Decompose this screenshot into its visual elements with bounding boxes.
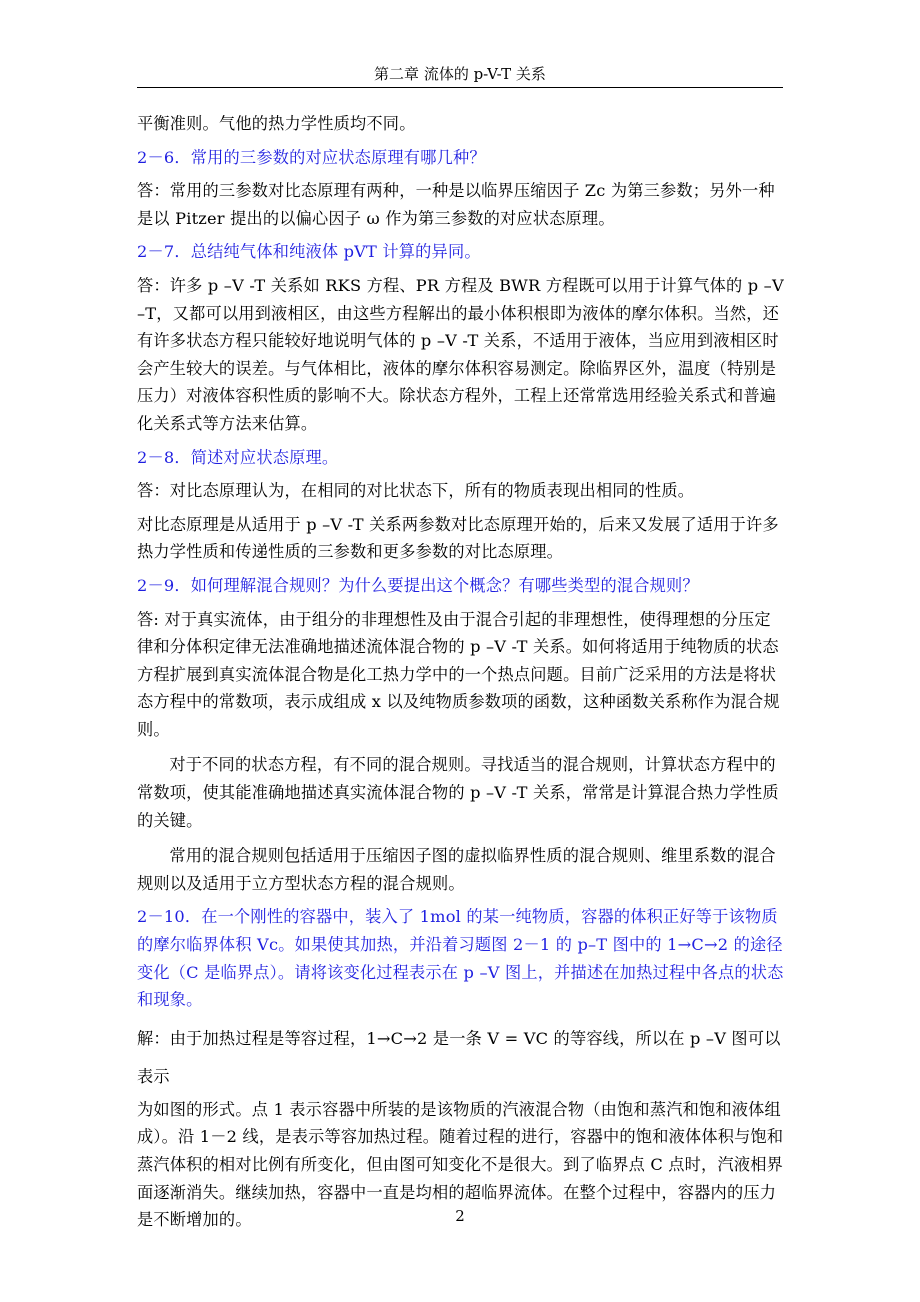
answer-2-9-paragraph-2: 对于不同的状态方程，有不同的混合规则。寻找适当的混合规则，计算状态方程中的常数项，使其能准确地描述真实流体混合物的 p –V -T 关系，常常是计算混合热力学性质的关键。 — [137, 755, 779, 830]
question-2-8: 2－8．简述对应状态原理。 — [137, 447, 339, 467]
page-number: 2 — [455, 1207, 465, 1225]
question-2-6: 2－6．常用的三参数的对应状态原理有哪几种？ — [137, 147, 486, 167]
answer-2-8: 答：对比态原理认为，在相同的对比状态下，所有的物质表现出相同的性质。 — [137, 481, 695, 501]
question-2-7: 2－7．总结纯气体和纯液体 pVT 计算的异同。 — [137, 242, 481, 262]
answer-text: 平衡准则。气他的热力学性质均不同。 — [137, 114, 416, 133]
question-2-10: 2－10．在一个刚性的容器中，装入了 1mol 的某一纯物质，容器的体积正好等于该物质的摩尔临界体积 Vc。如果使其加热，并沿着习题图 2－1 的 p–T 图中的 1→C→2 的途径变化（C 是临界点）。请将该变化过程表示在 p –V 图上，并描述在加热过程中各点的状态和现象。 — [137, 907, 784, 1010]
answer-2-9-paragraph-3: 常用的混合规则包括适用于压缩因子图的虚拟临界性质的混合规则、维里系数的混合规则以及适用于立方型状态方程的混合规则。 — [137, 846, 776, 893]
answer-2-9: 答: 对于真实流体，由于组分的非理想性及由于混合引起的非理想性，使得理想的分压定律和分体积定律无法准确地描述流体混合物的 p –V -T 关系。如何将适用于纯物质的状态方程扩展到真实流体混合物是化工热力学中的一个热点问题。目前广泛采用的方法是将状态方程中的常数项，表示成组成 x 以及纯物质参数项的函数，这种函数关系称作为混合规则。 — [137, 609, 780, 739]
header-title: 第二章 流体的 p-V-T 关系 — [374, 65, 546, 83]
answer-2-7: 答：许多 p –V -T 关系如 RKS 方程、PR 方程及 BWR 方程既可以用于计算气体的 p –V –T，又都可以用到液相区，由这些方程解出的最小体积根即为液体的摩尔体积。当然，还有许多状态方程只能较好地说明气体的 p –V -T 关系，不适用于液体，当应用到液相区时会产生较大的误差。与气体相比，液体的摩尔体积容易测定。除临界区外，温度（特别是压力）对液体容积性质的影响不大。除状态方程外，工程上还常常选用经验关系式和普遍化关系式等方法来估算。 — [137, 275, 784, 433]
answer-2-6: 答：常用的三参数对比态原理有两种，一种是以临界压缩因子 Zc 为第三参数；另外一种是以 Pitzer 提出的以偏心因子 ω 作为第三参数的对应状态原理。 — [137, 181, 775, 228]
page-content — [137, 110, 787, 1234]
solution-2-10-first-line: 解：由于加热过程是等容过程，1→C→2 是一条 V = VC 的等容线，所以在 p –V 图可以表示 — [137, 1028, 781, 1086]
question-2-9: 2－9．如何理解混合规则？为什么要提出这个概念？有哪些类型的混合规则？ — [137, 575, 699, 595]
page-header — [137, 64, 783, 88]
answer-2-8-continued: 对比态原理是从适用于 p –V -T 关系两参数对比态原理开始的，后来又发展了适用于许多热力学性质和传递性质的三参数和更多参数的对比态原理。 — [137, 514, 779, 562]
solution-2-10: 为如图的形式。点 1 表示容器中所装的是该物质的汽液混合物（由饱和蒸汽和饱和液体组成）。沿 1－2 线，是表示等容加热过程。随着过程的进行，容器中的饱和液体体积与饱和蒸汽体积的相对比例有所变化，但由图可知变化不是很大。到了临界点 C 点时，汽液相界面逐渐消失。继续加热，容器中一直是均相的超临界流体。在整个过程中，容器内的压力是不断增加的。 — [137, 1099, 784, 1230]
